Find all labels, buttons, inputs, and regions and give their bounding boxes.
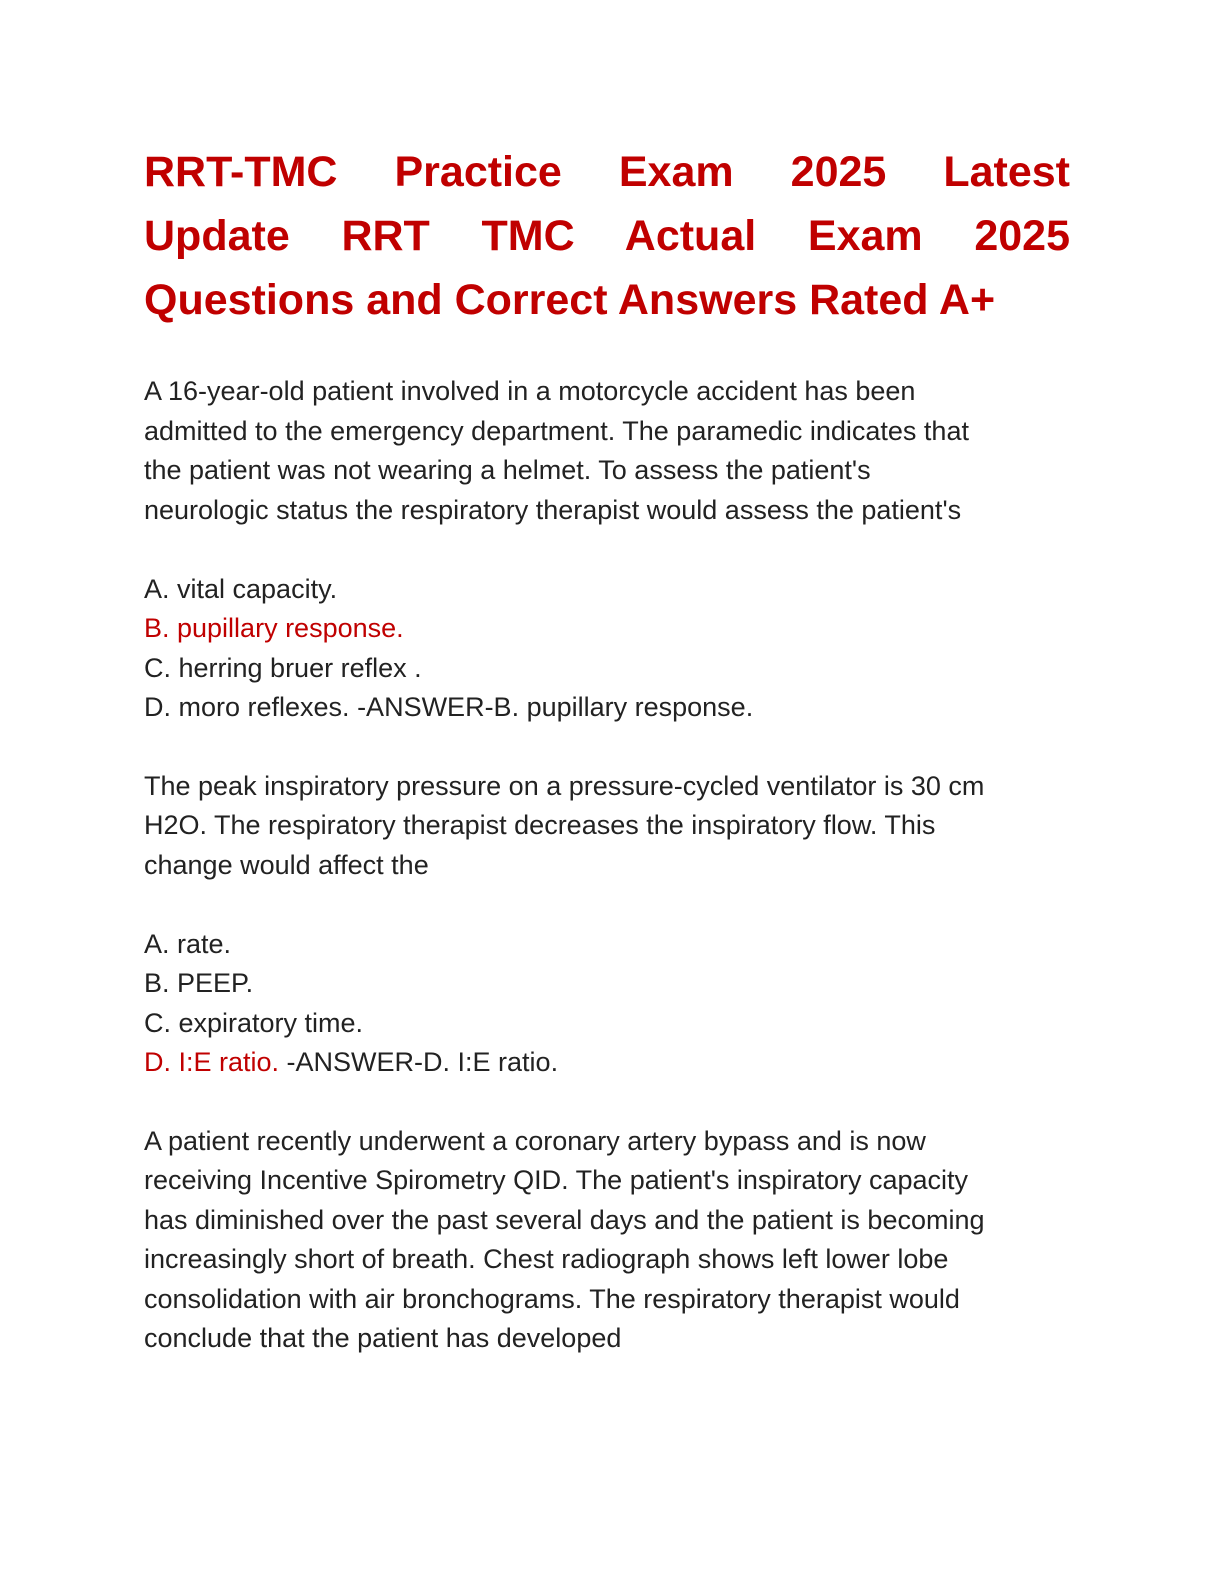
question-3-line-6: conclude that the patient has developed — [144, 1323, 622, 1353]
question-2-line-3: change would affect the — [144, 849, 429, 880]
question-1-option-a: A. vital capacity. — [144, 573, 338, 604]
document-page — [144, 140, 1070, 1359]
question-3-line-1: A patient recently underwent a coronary artery bypass and is now — [144, 1125, 926, 1156]
question-2-line-2: H2O. The respiratory therapist decreases the inspiratory flow. This — [144, 810, 936, 840]
question-1-option-b-correct: B. pupillary response. — [144, 613, 404, 643]
question-2-stem — [144, 767, 1070, 886]
question-2-answer: -ANSWER-D. I:E ratio. — [279, 1047, 559, 1077]
question-2-option-d-correct: D. I:E ratio. — [144, 1047, 280, 1077]
question-3 — [144, 1122, 1070, 1359]
question-3-stem — [144, 1122, 1070, 1359]
question-2 — [144, 767, 1070, 1083]
question-2-option-d-line — [144, 1043, 1070, 1083]
question-3-line-5: consolidation with air bronchograms. The respiratory therapist would — [144, 1283, 960, 1314]
document-title — [144, 140, 1070, 332]
question-3-line-3: has diminished over the past several days and the patient is becoming — [144, 1204, 985, 1235]
question-1 — [144, 372, 1070, 728]
question-1-option-c: C. herring bruer reflex . — [144, 652, 422, 683]
question-2-option-a: A. rate. — [144, 928, 232, 959]
question-2-option-b: B. PEEP. — [144, 968, 254, 998]
question-1-options — [144, 570, 1070, 728]
question-1-line-4: neurologic status the respiratory therapist would assess the patient's — [144, 494, 962, 525]
question-1-line-1: A 16-year-old patient involved in a motorcycle accident has been — [144, 376, 916, 406]
question-2-option-c: C. expiratory time. — [144, 1007, 364, 1038]
question-1-option-d-line — [144, 688, 1070, 728]
question-1-answer: -ANSWER-B. pupillary response. — [349, 692, 754, 722]
question-1-stem — [144, 372, 1070, 530]
question-2-options — [144, 925, 1070, 1083]
question-1-line-2: admitted to the emergency department. The paramedic indicates that — [144, 415, 969, 446]
question-3-line-2: receiving Incentive Spirometry QID. The patient's inspiratory capacity — [144, 1165, 969, 1195]
question-1-line-3: the patient was not wearing a helmet. To assess the patient's — [144, 455, 871, 485]
title-line-1: RRT-TMC Practice Exam 2025 Latest — [144, 148, 1070, 196]
title-line-3: Questions and Correct Answers Rated A+ — [144, 276, 996, 324]
question-3-line-4: increasingly short of breath. Chest radiograph shows left lower lobe — [144, 1244, 949, 1274]
title-line-2: Update RRT TMC Actual Exam 2025 — [144, 212, 1070, 260]
question-2-line-1: The peak inspiratory pressure on a pressure-cycled ventilator is 30 cm — [144, 770, 985, 801]
question-1-option-d: D. moro reflexes. — [144, 692, 350, 722]
